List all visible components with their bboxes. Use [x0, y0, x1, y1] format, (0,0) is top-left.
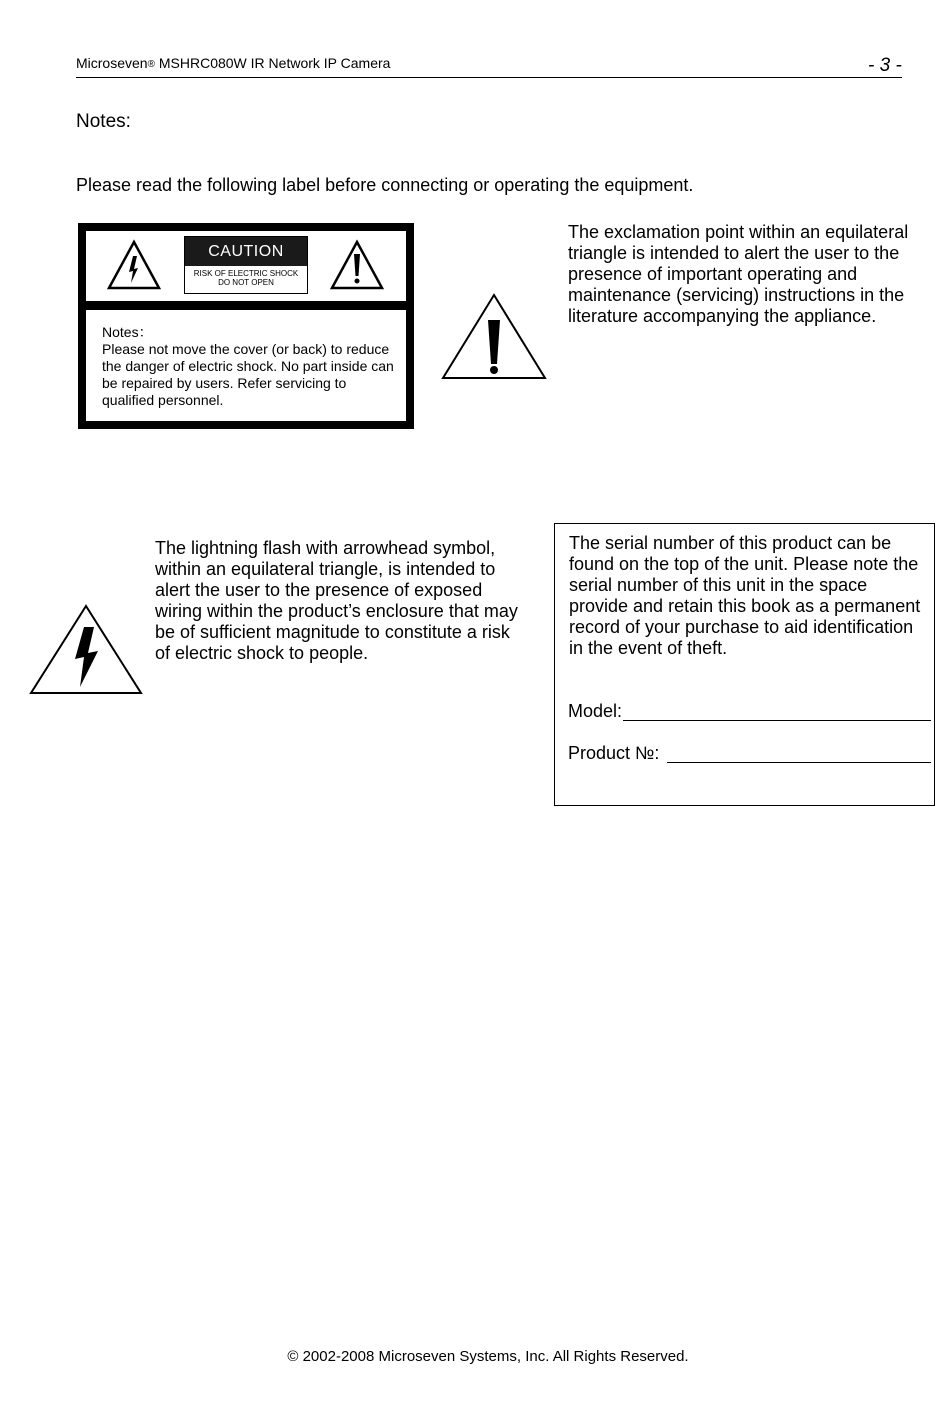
label-notes-text: Please not move the cover (or back) to reduce the danger of electric shock. No part inside can be repaired by users. Refer servicing to qualified personnel. — [102, 341, 394, 408]
caution-label-notes — [86, 310, 406, 421]
caution-panel — [184, 236, 308, 294]
header-title — [76, 55, 390, 71]
caution-label — [78, 223, 414, 429]
caution-label-top — [86, 231, 406, 301]
exclamation-description: The exclamation point within an equilateral triangle is intended to alert the user to the presence of important operating and maintenance (servicing) instructions in the literature accompanying the appliance. — [568, 222, 909, 326]
brand-name: Microseven — [76, 55, 148, 71]
lightning-triangle-icon — [106, 239, 162, 291]
serial-number-box — [554, 523, 935, 806]
page-number: - 3 - — [868, 55, 902, 76]
exclamation-triangle-icon — [329, 239, 385, 291]
product-number-label: Product №: — [568, 743, 660, 763]
caution-subtitle-line1: RISK OF ELECTRIC SHOCK — [193, 269, 299, 278]
label-notes-title: Notes： — [102, 324, 153, 340]
caution-subtitle-line2: DO NOT OPEN — [218, 278, 274, 287]
lightning-triangle-icon — [28, 603, 144, 697]
registered-mark: ® — [147, 59, 155, 70]
header-divider — [76, 77, 902, 78]
footer-copyright: © 2002-2008 Microseven Systems, Inc. All Rights Reserved. — [287, 1348, 689, 1365]
caution-subtitle — [185, 269, 307, 287]
serial-number-text: The serial number of this product can be found on the top of the unit. Please note the serial number of this unit in the space provide and retain this book as a permanent record of your purchase to aid identification in the event of theft. — [569, 533, 921, 658]
caution-title: CAUTION — [185, 237, 307, 266]
notes-heading: Notes: — [76, 111, 131, 132]
model-blank-line — [623, 720, 931, 721]
lightning-description: The lightning flash with arrowhead symbol, within an equilateral triangle, is intended to alert the user to the presence of exposed wiring within the product’s enclosure that may be of sufficient magnitude to constitute a risk of electric shock to people. — [155, 538, 518, 663]
intro-text: Please read the following label before connecting or operating the equipment. — [76, 175, 694, 195]
model-label: Model: — [568, 701, 623, 721]
product-number-blank-line — [667, 762, 931, 763]
product-name: MSHRC080W IR Network IP Camera — [158, 55, 391, 71]
exclamation-triangle-icon — [440, 292, 548, 382]
